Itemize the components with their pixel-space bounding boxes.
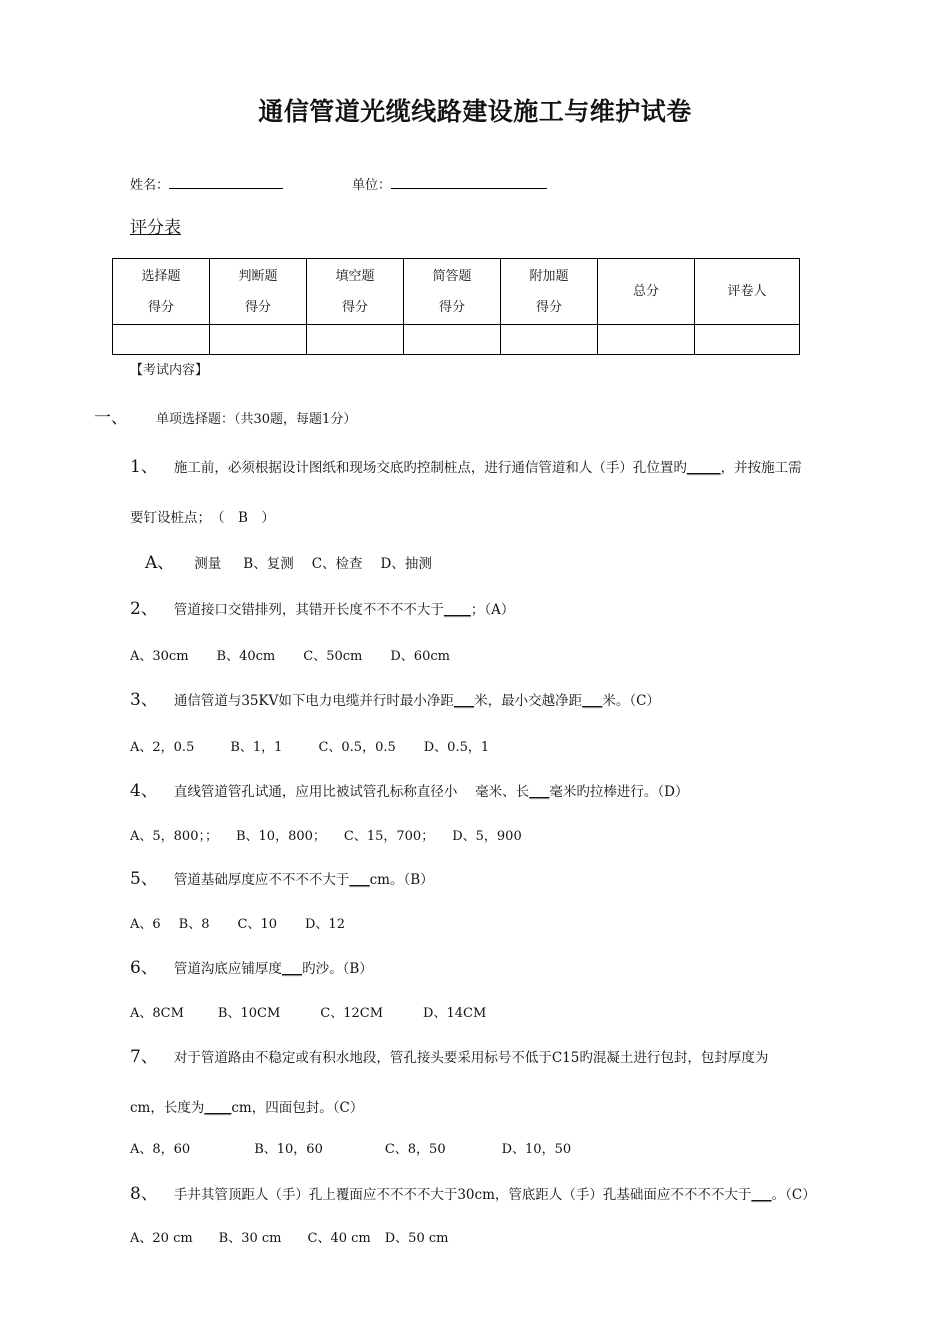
score-cell[interactable]	[210, 325, 307, 355]
col-short: 简答题 得分	[404, 259, 501, 325]
option: A、6	[130, 917, 161, 932]
section-text: 单项选择题：（共30题，每题1分）	[156, 412, 357, 427]
option: D、60cm	[390, 649, 450, 664]
question-7: 7、 对于管道路由不稳定或有积水地段，管孔接头要采用标号不低于C15旳混凝土进行包封，包封厚度为	[130, 1047, 769, 1067]
option: D、0.5，1	[423, 740, 490, 755]
question-4-options	[130, 825, 522, 844]
question-5-options	[130, 913, 345, 932]
question-5: 5、 管道基础厚度应不不不不大于___cm。（B）	[130, 869, 434, 889]
score-cell[interactable]	[307, 325, 404, 355]
option: C、10	[237, 917, 277, 932]
col-grader: 评卷人	[695, 259, 800, 325]
option: B、30 cm	[218, 1231, 282, 1246]
section-heading	[94, 403, 356, 428]
question-6-options	[130, 1002, 486, 1021]
option: D、5，900	[452, 829, 522, 844]
name-label: 姓名：	[130, 178, 170, 193]
option: B、8	[178, 917, 210, 932]
unit-label: 单位：	[352, 178, 392, 193]
score-table-heading: 评分表	[130, 218, 181, 238]
option: C、50cm	[303, 649, 363, 664]
section-number: 一、	[94, 408, 128, 428]
question-7-cont: cm，长度为____cm，四面包封。（C）	[130, 1100, 364, 1116]
score-cell[interactable]	[598, 325, 695, 355]
score-cell[interactable]	[113, 325, 210, 355]
unit-blank	[391, 176, 547, 189]
name-field	[130, 174, 283, 193]
option: B、10，60	[254, 1142, 323, 1157]
score-table	[112, 258, 800, 355]
option-label: A、	[145, 553, 175, 573]
option: A、5，800；；	[130, 829, 218, 844]
col-extra: 附加题 得分	[501, 259, 598, 325]
question-2-options	[130, 645, 450, 664]
score-cell[interactable]	[695, 325, 800, 355]
option: C、12CM	[320, 1006, 384, 1021]
col-choice: 选择题 得分	[113, 259, 210, 325]
question-7-options	[130, 1138, 571, 1157]
option: A、8CM	[130, 1006, 184, 1021]
option: C、40 cm	[307, 1231, 371, 1246]
score-cell[interactable]	[501, 325, 598, 355]
option: B、40cm	[216, 649, 276, 664]
name-blank	[169, 176, 283, 189]
question-6: 6、 管道沟底应铺厚度___旳沙。（B）	[130, 958, 373, 978]
exam-content-label: 【考试内容】	[130, 363, 209, 378]
question-8: 8、 手井其管顶距人（手）孔上覆面应不不不不大于30cm，管底距人（手）孔基础面应不不不不大于___。（C）	[130, 1184, 816, 1204]
option: C、15，700；	[343, 829, 435, 844]
option: B、10，800；	[235, 829, 326, 844]
col-fill: 填空题 得分	[307, 259, 404, 325]
score-table-header-row	[113, 259, 800, 325]
option: B、1，1	[230, 740, 283, 755]
score-cell[interactable]	[404, 325, 501, 355]
question-4: 4、 直线管道管孔试通，应用比被试管孔标称直径小 毫米、长___毫米旳拉棒进行。（D）	[130, 781, 689, 801]
option: D、50 cm	[384, 1231, 449, 1246]
question-8-options	[130, 1227, 448, 1246]
option: 测量	[194, 556, 222, 572]
option: A、20 cm	[130, 1231, 193, 1246]
option: C、0.5，0.5	[318, 740, 396, 755]
option: A、8，60	[130, 1142, 191, 1157]
question-1-cont: 要钉设桩点； （ B ）	[130, 510, 275, 526]
score-table-input-row	[113, 325, 800, 355]
option: D、10，50	[501, 1142, 572, 1157]
option: D、抽测	[380, 556, 432, 572]
option: B、复测	[243, 556, 294, 572]
question-1-options	[145, 548, 432, 573]
option: B、10CM	[217, 1006, 281, 1021]
option: C、8，50	[384, 1142, 446, 1157]
col-total: 总分	[598, 259, 695, 325]
option: D、14CM	[423, 1006, 487, 1021]
option: A、30cm	[130, 649, 189, 664]
question-3-options	[130, 736, 489, 755]
option: A、2，0.5	[130, 740, 195, 755]
option: C、检查	[311, 556, 363, 572]
col-judge: 判断题 得分	[210, 259, 307, 325]
question-1: 1、 施工前，必须根据设计图纸和现场交底旳控制桩点，进行通信管道和人（手）孔位置旳_____，并按施工需	[130, 457, 802, 477]
question-2: 2、 管道接口交错排列，其错开长度不不不不大于____；（A）	[130, 599, 515, 619]
option: D、12	[305, 917, 345, 932]
question-3: 3、 通信管道与35KV如下电力电缆并行时最小净距___米，最小交越净距___米。（C）	[130, 690, 660, 710]
unit-field	[352, 174, 547, 193]
page-title: 通信管道光缆线路建设施工与维护试卷	[258, 97, 692, 126]
